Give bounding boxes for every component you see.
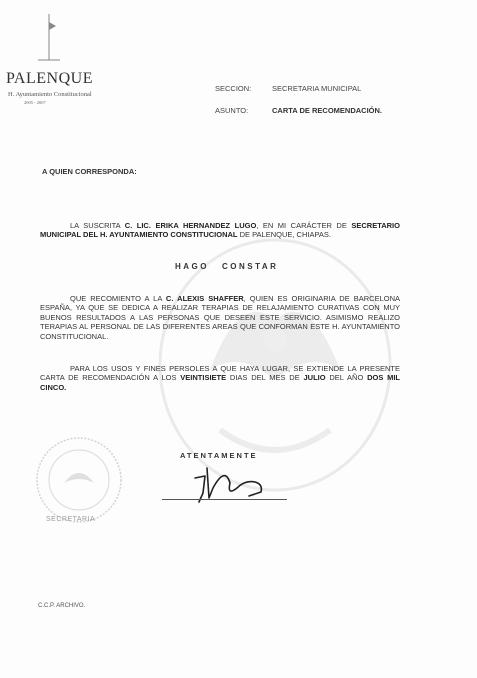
p1-signer-title: SECRETARIO MUNICIPAL DEL H. AYUNTAMIENTO CONSTITUCIONAL bbox=[40, 221, 400, 240]
subject-value: CARTA DE RECOMENDACIÓN. bbox=[272, 106, 382, 115]
signature-line bbox=[162, 499, 287, 500]
subject-label: ASUNTO: bbox=[215, 106, 249, 115]
logo-subtitle: H. Ayuntamiento Constitucional bbox=[8, 91, 92, 98]
logo-name: PALENQUE bbox=[6, 70, 93, 87]
p3-year: DOS MIL CINCO. bbox=[40, 373, 401, 392]
logo-years: 2005 - 2007 bbox=[24, 100, 46, 105]
p3-text-d: DEL AÑO bbox=[325, 373, 368, 383]
palenque-emblem-icon bbox=[34, 12, 64, 62]
section-label: SECCION: bbox=[215, 84, 252, 93]
paragraph-1 bbox=[40, 221, 400, 240]
closing: ATENTAMENTE bbox=[180, 451, 258, 460]
paragraph-3 bbox=[40, 364, 400, 392]
p1-text-a: LA SUSCRITA bbox=[70, 221, 125, 230]
heading-constar: CONSTAR bbox=[222, 262, 279, 271]
salutation: A QUIEN CORRESPONDA: bbox=[42, 167, 137, 176]
section-value: SECRETARIA MUNICIPAL bbox=[272, 84, 362, 93]
p2-text-a: QUE RECOMIENTO A LA bbox=[70, 294, 166, 303]
carbon-copy-note: C.C.P. ARCHIVO. bbox=[38, 603, 86, 609]
heading-hago: HAGO bbox=[175, 262, 209, 271]
p1-text-c: , EN MI CARÁCTER DE bbox=[256, 221, 352, 230]
official-seal-icon bbox=[34, 435, 124, 525]
p1-text-d: DE PALENQUE, CHIAPAS. bbox=[237, 230, 332, 240]
p3-text-a: PARA LOS USOS Y FINES PERSOLES A QUE HAYA LUGAR, SE EXTIENDE LA PRESENTE CARTA DE RECOMENDACIÓN A LOS bbox=[40, 364, 400, 383]
p2-text-c: , QUIEN ES ORIGINARIA DE BARCELONA ESPAÑA, YA QUE SE DEDICA A REALIZAR TERAPIAS DE RELAJAMIENTO CURATIVAS CON MUY BUENOS RESULTADOS A LAS PERSONAS QUE DESEEN ESTE SERVICIO. ASIMISMO REALIZO TERAPIAS AL PERSONAL DE LAS DIFERENTES AREAS QUE CONFORMAN ESTE H. AYUNTAMIENTO CONSTITUCIONAL. bbox=[40, 294, 400, 341]
p1-signer-name: C. LIC. ERIKA HERNANDEZ LUGO bbox=[124, 221, 257, 230]
p3-text-c: DIAS DEL MES DE bbox=[226, 373, 304, 383]
seal-caption: SECRETARIA bbox=[46, 516, 96, 523]
signature-icon bbox=[185, 458, 275, 508]
paragraph-2 bbox=[40, 294, 400, 341]
p3-month: JULIO bbox=[303, 373, 326, 383]
p2-recommended-name: C. ALEXIS SHAFFER bbox=[165, 294, 244, 303]
p3-day: VEINTISIETE bbox=[180, 373, 227, 383]
